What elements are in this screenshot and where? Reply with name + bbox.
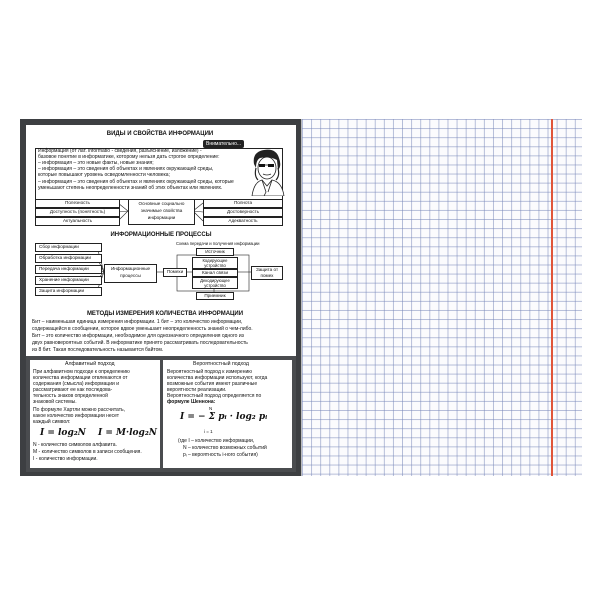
scheme-protection: Защита от помех [251,266,283,280]
prob-line-1: Вероятностный подход к измерению [167,369,253,375]
scheme-source: Источник [196,248,234,256]
process-5: Защита информации [35,287,102,296]
bit-line-2: содержащейся в сообщении, которое вдвое уменьшает неопределенность знаний о чем-либо. [32,326,253,332]
prob-legend-3: pᵢ – вероятность i-ного события) [183,452,258,458]
prop-right-1: Полнота [203,199,283,208]
alpha-line-9: каждый символ: [33,419,71,425]
scheme-channel: Канал связи [192,269,238,277]
shannon-sum-top: N [209,406,213,411]
alpha-line-8: какое количество информации несет [33,413,120,419]
shannon-formula: I = − Σ pᵢ · log₂ pᵢ [180,412,268,422]
prob-line-6: формуле Шеннона: [167,399,216,405]
bit-line-5: из 8 бит. Такая последовательность называется байтом. [32,347,164,353]
alpha-line-4: рассматривают ее как последова- [33,387,113,393]
definition-line-4: – информация – это сведения об объектах и явлениях окружающей среды, [38,166,214,172]
alpha-line-2: количества информации отвлекаются от [33,375,128,381]
alpha-line-6: знаковой системы. [33,399,77,405]
process-2: Обработка информации [35,254,102,263]
prob-legend-2: N – количество возможных событий [183,445,267,451]
scheme-decoder: Декодирующее устройство [192,277,238,289]
alpha-line-5: тельность знаков определенной [33,393,108,399]
alpha-legend-1: N - количество символов алфавита. [33,442,117,448]
definition-line-1: Информация (от лат. informatio - сведения, разъяснение, изложение) - [38,148,202,154]
alpha-legend-3: I - количество информации. [33,456,98,462]
hartley-formula-1: I = log₂N [40,428,86,438]
alpha-line-7: По формуле Хартли можно рассчитать, [33,407,126,413]
section2-title: ИНФОРМАЦИОННЫЕ ПРОЦЕССЫ [110,232,212,238]
alpha-legend-2: M - количество символов в записи сообщения. [33,449,142,455]
prop-center: Основные социально значимые свойства информации [128,199,195,225]
section1-title: ВИДЫ И СВОЙСТВА ИНФОРМАЦИИ [106,131,214,137]
prob-line-2: количества информации используют, когда [167,375,268,381]
process-3: Передача информации [35,265,102,274]
hartley-formula-2: I = M·log₂N [98,428,157,438]
alpha-line-1: При алфавитном подходе к определению [33,369,130,375]
process-center: Информационные процессы [104,264,157,283]
scheme-title: Схема передачи и получения информации [176,241,260,246]
process-4: Хранение информации [35,276,102,285]
scheme-noise: Помехи [163,268,187,277]
bit-line-4: двух равновероятных событий. В информатике принято рассматривать последовательность [32,340,248,346]
prop-right-3: Адекватность [203,217,283,226]
definition-line-2: базовое понятие в информатике, которому нельзя дать строгое определение: [38,154,220,160]
alphabetic-title: Алфавитный подход [65,361,115,367]
process-1: Сбор информации [35,243,102,252]
scheme-receiver: Приемник [196,292,234,300]
callout-bubble: Внимательно... [203,140,244,148]
scheme-encoder: Кодирующее устройство [192,257,238,269]
probabilistic-title: Вероятностный подход [193,361,249,367]
definition-line-3: – информация – это новые факты, новые знания; [38,160,154,166]
prop-left-1: Полезность [35,199,120,208]
alpha-line-3: содержания (смысла) информации и [33,381,120,387]
definition-line-7: уменьшают степень неопределенности знаний об этих объектах или явлениях. [38,185,223,191]
prob-line-4: вероятности реализации. [167,387,227,393]
prob-legend-1: (где I – количество информации, [178,438,255,444]
prop-right-2: Достоверность [203,208,283,217]
prob-line-5: Вероятностный подход определяется по [167,393,262,399]
bit-line-3: Бит – это количество информации, необходимое для однозначного определения одного из [32,333,244,339]
shannon-sum-bottom: i = 1 [204,429,213,434]
prop-left-3: Актуальность [35,217,120,226]
bit-line-1: Бит – наименьшая единица измерения информации. 1 бит – это количество информации, [32,319,243,325]
section3-title: МЕТОДЫ ИЗМЕРЕНИЯ КОЛИЧЕСТВА ИНФОРМАЦИИ [86,311,244,317]
prop-left-2: Доступность (понятность) [35,208,120,217]
prob-line-3: возможные события имеют различные [167,381,258,387]
definition-line-6: – информация – это сведения об объектах и явлениях окружающей среды, которые [38,179,234,185]
definition-line-5: которые повышают уровень осведомленности человека; [38,172,170,178]
